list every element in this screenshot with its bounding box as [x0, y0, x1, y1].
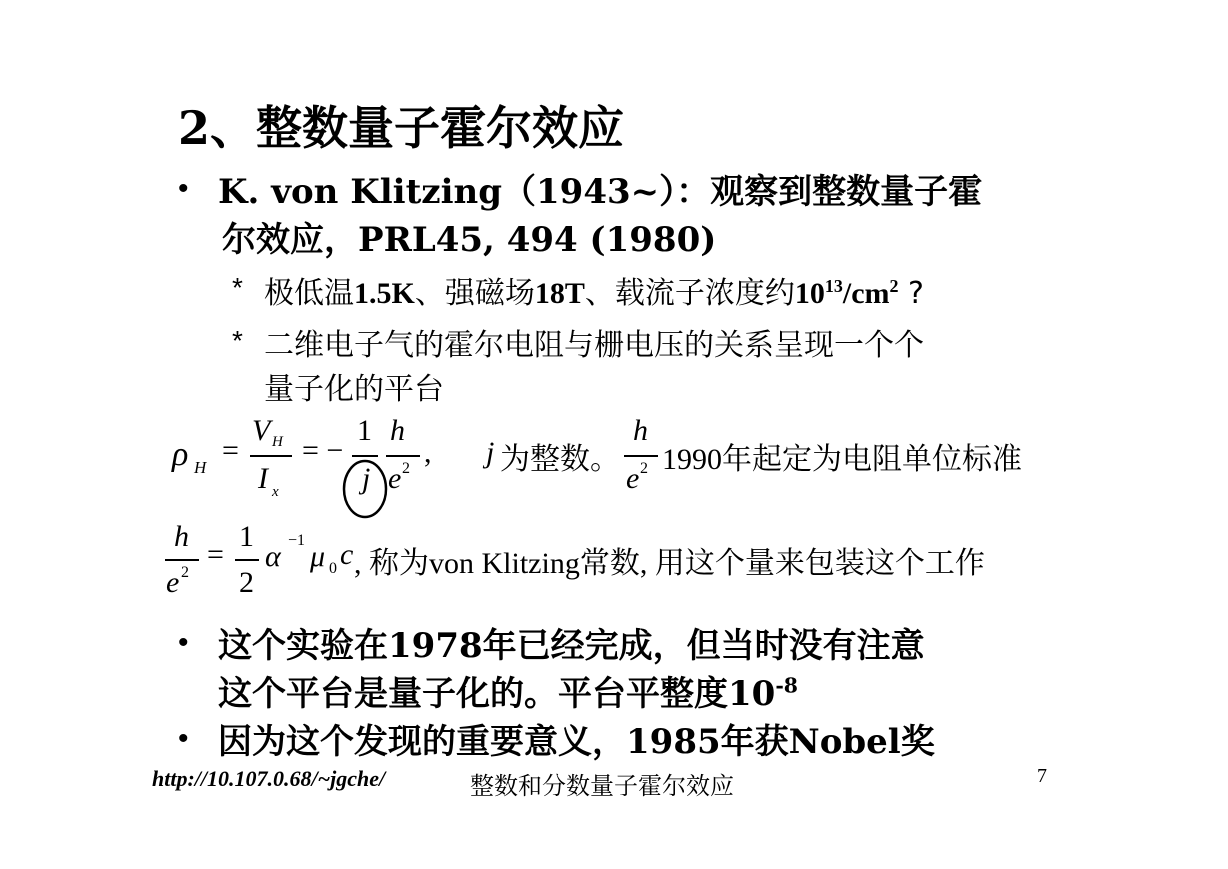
fraction-bar [386, 455, 420, 457]
rho-subscript: H [194, 458, 207, 477]
e-exponent: 2 [181, 564, 189, 581]
h-numerator: h [390, 414, 405, 447]
fraction-bar [235, 559, 259, 561]
bullet1-line1: K. von Klitzing（1943~）：观察到整数量子霍 [218, 172, 983, 212]
page-number: 7 [1037, 765, 1047, 787]
ix-denominator: I [258, 462, 268, 495]
equals-minus: = − [302, 434, 344, 467]
standard-text: 1990年起定为电阻单位标准 [662, 443, 1022, 476]
sub1-field: 18T [534, 277, 585, 310]
sub1-exp: 13 [824, 276, 843, 296]
vh-subscript: H [272, 434, 283, 450]
vh-numerator: V [252, 414, 271, 447]
bullet2-line2 [218, 666, 798, 715]
sub1-temp: 1.5K [354, 277, 415, 310]
e-exponent: 2 [402, 460, 410, 477]
footer-title: 整数和分数量子霍尔效应 [470, 772, 734, 800]
sub1-mid1: 、强磁场 [414, 276, 535, 311]
c-symbol: c [340, 538, 354, 571]
sub1-unit: /cm [842, 277, 890, 310]
h-numerator: h [174, 520, 189, 553]
constant-description: , 称为von Klitzing常数, 用这个量来包装这个工作 [354, 547, 985, 580]
bullet2-line1: 这个实验在1978年已经完成，但当时没有注意 [218, 626, 925, 666]
one-numerator: 1 [239, 520, 254, 553]
sub2-line1: 二维电子气的霍尔电阻与栅电压的关系呈现一个个 [264, 328, 924, 363]
sub1-unit-exp: 2 [889, 276, 899, 296]
alpha-exponent: −1 [288, 532, 306, 549]
sub2-line2: 量子化的平台 [264, 372, 444, 407]
e-denominator: e [388, 462, 402, 495]
sub1-tail: ? [898, 276, 924, 311]
two-denominator: 2 [239, 566, 254, 599]
fraction-bar [352, 455, 378, 457]
alpha-symbol: α [265, 540, 281, 573]
bullet-dot: • [178, 172, 189, 205]
mu-symbol: μ [310, 540, 326, 573]
fraction-bar [624, 455, 658, 457]
sub-bullet-star: * [232, 325, 243, 356]
mu-subscript: 0 [329, 560, 337, 577]
equals-sign: = [222, 434, 239, 467]
bullet2-line2-text: 这个平台是量子化的。平台平整度10 [218, 674, 776, 714]
slide-title: 2、整数量子霍尔效应 [178, 101, 625, 155]
j-integer: j [486, 436, 495, 469]
e-denominator-2: e [626, 462, 640, 495]
bullet-dot: • [178, 626, 189, 659]
integer-text: 为整数。 [500, 443, 620, 476]
sub1-mid2: 、载流子浓度约 [584, 276, 795, 311]
e-denominator: e [166, 566, 180, 599]
circle-annotation [340, 458, 390, 520]
bullet1-line2: 尔效应，PRL45, 494 (1980) [222, 220, 717, 260]
footer-url: http://10.107.0.68/~jgche/ [152, 766, 386, 791]
equals-sign: = [207, 538, 224, 571]
sub1-base: 10 [794, 277, 825, 310]
e-exponent-2: 2 [640, 460, 648, 477]
sub-bullet-star: * [232, 272, 243, 303]
sub1-pre: 极低温 [264, 276, 354, 311]
one-numerator: 1 [357, 414, 372, 447]
bullet2-exponent: -8 [775, 673, 798, 698]
h-numerator-2: h [633, 414, 648, 447]
rho-symbol: ρ [172, 436, 189, 473]
sub1-text [264, 268, 924, 312]
fraction-bar [165, 559, 199, 561]
bullet-dot: • [178, 722, 189, 755]
j-denominator: j [362, 462, 371, 495]
comma: , [424, 436, 432, 469]
fraction-bar [250, 455, 292, 457]
ix-subscript: x [272, 484, 279, 500]
bullet3-text: 因为这个发现的重要意义，1985年获Nobel奖 [218, 722, 935, 762]
